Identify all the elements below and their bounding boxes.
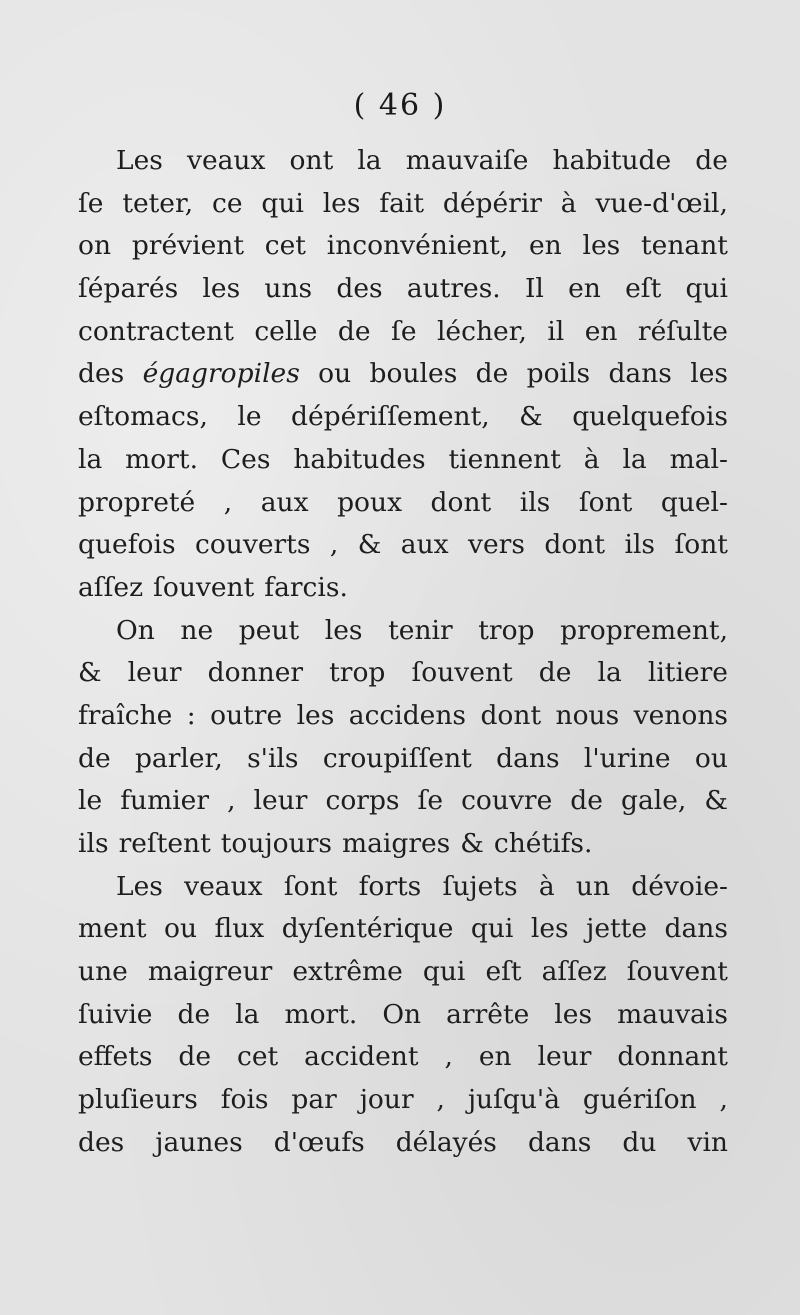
word: de <box>177 998 211 1030</box>
word: eſt <box>625 273 662 305</box>
text-line <box>78 866 728 909</box>
text-line <box>78 482 728 525</box>
word: donner <box>207 657 304 689</box>
word: Il <box>524 273 544 305</box>
word: dépérir <box>442 187 542 219</box>
word: les <box>324 614 363 646</box>
word: ſe <box>417 785 444 817</box>
word: à <box>538 870 555 902</box>
word: un <box>575 870 611 902</box>
word: ils <box>624 529 656 561</box>
word: , <box>227 785 236 817</box>
text-line <box>78 908 728 951</box>
word: les <box>530 913 569 945</box>
word: peut <box>238 614 300 646</box>
word: du <box>622 1126 657 1158</box>
word: maigreur <box>147 956 273 988</box>
word: trop <box>478 614 535 646</box>
word: , <box>436 1084 445 1116</box>
text-line <box>78 1079 728 1122</box>
word: qui <box>470 913 514 945</box>
word: ſuivie <box>78 998 153 1030</box>
word: couverts <box>195 529 311 561</box>
word: ſont <box>578 486 633 518</box>
word: , <box>444 1041 453 1073</box>
word: Les <box>116 870 163 902</box>
word: par <box>291 1084 337 1116</box>
word: parler, <box>134 742 223 774</box>
word: & <box>519 401 543 433</box>
word: uns <box>264 273 313 305</box>
word: mort. <box>125 443 198 475</box>
word: couvre <box>461 785 553 817</box>
word: fait <box>379 187 425 219</box>
word: ſouvent <box>153 571 255 603</box>
word: de <box>178 1041 212 1073</box>
word: habitudes <box>293 443 426 475</box>
word: le <box>237 401 262 433</box>
word: inconvénient, <box>326 230 509 262</box>
word: il <box>547 315 565 347</box>
word: des <box>78 358 125 390</box>
word: leur <box>253 785 308 817</box>
word: les <box>322 187 361 219</box>
text-line <box>78 780 728 823</box>
word: qui <box>685 273 728 305</box>
word: Ces <box>220 443 271 475</box>
word: & <box>704 785 728 817</box>
text-line <box>78 695 728 738</box>
word: dévoie- <box>631 870 728 902</box>
word: les <box>582 230 621 262</box>
text-line <box>78 652 728 695</box>
word: Les <box>116 145 163 176</box>
word: tenant <box>641 230 728 262</box>
text-line <box>78 396 728 439</box>
word: les <box>296 699 335 731</box>
word: poux <box>337 486 403 518</box>
word: ils <box>519 486 551 518</box>
word: veaux <box>186 145 266 176</box>
body-text <box>78 140 728 1165</box>
word: égagropiles <box>142 358 300 390</box>
word: de <box>538 657 572 689</box>
word: de <box>337 315 371 347</box>
word: arrête <box>446 998 530 1030</box>
word: & <box>460 828 484 859</box>
text-line <box>78 225 728 268</box>
word: croupiſſent <box>322 742 472 774</box>
word: & <box>78 657 102 689</box>
text-line <box>78 567 728 610</box>
word: qui <box>261 187 304 219</box>
word: de <box>78 742 111 774</box>
word: tiennent <box>448 443 561 475</box>
word: propreté <box>78 486 196 518</box>
word: la <box>357 145 382 176</box>
word: ne <box>180 614 214 646</box>
text-line <box>78 951 728 994</box>
word: de <box>695 145 728 176</box>
text-line <box>78 311 728 354</box>
word: dans <box>527 1126 592 1158</box>
word: en <box>568 273 601 305</box>
word: corps <box>325 785 400 817</box>
word: des <box>78 1126 125 1158</box>
word: cet <box>264 230 306 262</box>
word: ou <box>694 742 728 774</box>
word: ſe <box>391 315 417 347</box>
word: fumier <box>120 785 210 817</box>
word: vers <box>468 529 525 561</box>
word: quefois <box>78 529 176 561</box>
word: dont <box>544 529 606 561</box>
word: prévient <box>131 230 244 262</box>
text-line <box>78 524 728 567</box>
word: guériſon <box>582 1084 697 1116</box>
word: nous <box>555 699 620 731</box>
text-line <box>78 823 728 866</box>
text-line <box>78 1122 728 1165</box>
text-line <box>78 1036 728 1079</box>
word: On <box>382 998 422 1030</box>
word: quel- <box>660 486 728 518</box>
text-line <box>78 610 728 653</box>
word: reſtent <box>118 828 211 859</box>
word: venons <box>633 699 728 731</box>
word: ce <box>212 187 243 219</box>
word: ou <box>164 913 198 945</box>
word: fraîche <box>78 699 173 731</box>
word: ſe <box>78 187 104 219</box>
word: dépériſſement, <box>291 401 490 433</box>
word: à <box>583 443 600 475</box>
word: flux <box>214 913 265 945</box>
word: leur <box>127 657 182 689</box>
word: aſſez <box>78 571 144 603</box>
word: boules <box>369 358 458 390</box>
word: jaunes <box>155 1126 243 1158</box>
text-line <box>78 353 728 396</box>
word: dans <box>496 742 560 774</box>
word: jour <box>359 1084 414 1116</box>
word: , <box>719 1084 728 1116</box>
text-line <box>78 738 728 781</box>
page-number: ( 46 ) <box>353 88 447 123</box>
word: aux <box>400 529 449 561</box>
word: accidens <box>348 699 467 731</box>
word: mort. <box>284 998 358 1030</box>
word: mauvaiſe <box>405 145 529 176</box>
word: aux <box>260 486 309 518</box>
word: ſont <box>674 529 728 561</box>
word: en <box>528 230 562 262</box>
word: vin <box>687 1126 728 1158</box>
word: trop <box>329 657 386 689</box>
word: litiere <box>647 657 728 689</box>
word: d'œufs <box>273 1126 365 1158</box>
word: ils <box>78 828 109 859</box>
word: dans <box>608 358 672 390</box>
word: ment <box>78 913 147 945</box>
word: forts <box>358 870 422 902</box>
word: en <box>478 1041 512 1073</box>
word: le <box>78 785 103 817</box>
word: effets <box>78 1041 153 1073</box>
word: la <box>622 443 647 475</box>
word: proprement, <box>560 614 728 646</box>
word: cet <box>237 1041 279 1073</box>
word: outre <box>210 699 283 731</box>
word: qui <box>422 956 466 988</box>
word: ſujets <box>442 870 518 902</box>
word: fois <box>220 1084 269 1116</box>
word: eſtomacs, <box>78 401 208 433</box>
word: ſouvent <box>626 956 728 988</box>
word: mal- <box>669 443 728 475</box>
word: , <box>329 529 339 561</box>
word: chétifs. <box>493 828 593 859</box>
word: accident <box>304 1041 419 1073</box>
word: farcis. <box>264 571 348 603</box>
word: & <box>357 529 382 561</box>
word: les <box>554 998 593 1030</box>
word: la <box>597 657 622 689</box>
word: maigres <box>341 828 451 859</box>
word: tenir <box>388 614 453 646</box>
word: dont <box>430 486 492 518</box>
word: habitude <box>552 145 672 176</box>
word: lécher, <box>436 315 527 347</box>
word: aſſez <box>541 956 607 988</box>
word: de <box>475 358 509 390</box>
word: mauvais <box>617 998 728 1030</box>
word: dans <box>664 913 728 945</box>
word: extrême <box>292 956 403 988</box>
word: réſulte <box>637 315 728 347</box>
word: ont <box>289 145 334 176</box>
word: l'urine <box>583 742 671 774</box>
word: gale, <box>620 785 687 817</box>
word: des <box>336 273 383 305</box>
word: ſéparés <box>78 273 179 305</box>
word: en <box>584 315 618 347</box>
word: pluſieurs <box>78 1084 198 1116</box>
word: : <box>186 699 196 731</box>
word: veaux <box>184 870 263 902</box>
word: eſt <box>485 956 522 988</box>
word: juſqu'à <box>467 1084 561 1116</box>
text-line <box>78 268 728 311</box>
word: une <box>78 956 128 988</box>
word: les <box>690 358 728 390</box>
word: vue-d'œil, <box>595 187 728 219</box>
text-line <box>78 439 728 482</box>
word: ou <box>318 358 352 390</box>
word: celle <box>254 315 318 347</box>
word: leur <box>537 1041 592 1073</box>
word: autres. <box>406 273 501 305</box>
word: jette <box>586 913 648 945</box>
word: contractent <box>78 315 234 347</box>
word: , <box>223 486 233 518</box>
word: la <box>235 998 260 1030</box>
word: on <box>78 230 112 262</box>
word: s'ils <box>247 742 299 774</box>
word: donnant <box>617 1041 728 1073</box>
text-line <box>78 140 728 183</box>
word: les <box>202 273 241 305</box>
word: délayés <box>395 1126 497 1158</box>
word: On <box>116 614 155 646</box>
word: toujours <box>220 828 332 859</box>
text-line <box>78 183 728 226</box>
word: ſouvent <box>411 657 513 689</box>
word: teter, <box>122 187 194 219</box>
word: ſont <box>283 870 338 902</box>
word: poils <box>526 358 591 390</box>
word: la <box>78 443 103 475</box>
word: quelquefois <box>572 401 728 433</box>
word: à <box>560 187 577 219</box>
word: dyſentérique <box>281 913 454 945</box>
word: dont <box>480 699 542 731</box>
word: de <box>570 785 603 817</box>
text-line <box>78 994 728 1037</box>
